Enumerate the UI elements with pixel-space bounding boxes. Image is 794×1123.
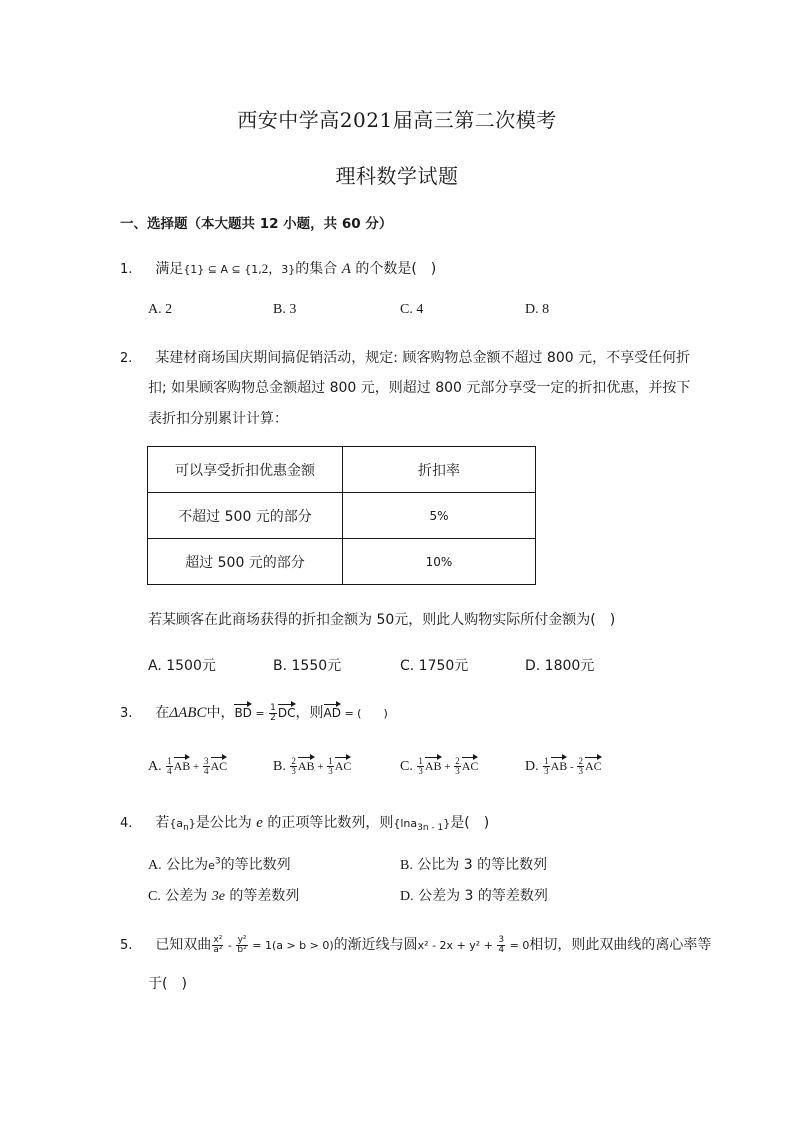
vector-ab: AB bbox=[174, 756, 191, 774]
question-number: 5. bbox=[120, 938, 133, 953]
vector-ab: AB bbox=[425, 756, 442, 774]
option-b[interactable]: B. 1550元 bbox=[273, 658, 342, 674]
vector-ac: AC bbox=[335, 756, 352, 774]
question-text-after-table: 若某顾客在此商场获得的折扣金额为 50元，则此人购物实际所付金额为( ) bbox=[148, 612, 616, 628]
hyperbola-equation-tail: = 1(a > b > 0) bbox=[248, 939, 334, 952]
table-cell: 5% bbox=[343, 493, 536, 539]
vector-dc: DC bbox=[278, 703, 296, 720]
question-number: 4. bbox=[120, 816, 133, 831]
question-number: 1. bbox=[120, 262, 133, 277]
question-number: 2. bbox=[120, 351, 133, 366]
vector-ab: AB bbox=[551, 756, 568, 774]
question-text-line-3: 表折扣分别累计计算： bbox=[148, 411, 288, 427]
option-d[interactable]: D. 1800元 bbox=[525, 658, 595, 674]
question-text-line-2: 扣; 如果顾客购物总金额超过 800 元，则超过 800 元部分享受一定的折扣优惠，并按下 bbox=[148, 380, 691, 396]
question-1: 1. 满足{1} ⊆ A ⊆ {1,2，3}的集合 A 的个数是( ) bbox=[120, 261, 437, 277]
option-d[interactable]: D. 公差为 3 的等差数列 bbox=[400, 888, 548, 904]
option-a[interactable]: A. 公比为$e^3$的等比数列 bbox=[148, 856, 291, 873]
fraction: $\frac{2}{3}$ bbox=[291, 756, 296, 777]
vector-ab: AB bbox=[298, 756, 315, 774]
fraction-half: $\frac{1}{2}$ bbox=[270, 702, 276, 723]
question-text-line-2: 于( ) bbox=[148, 976, 187, 992]
fraction-three-quarters: $\frac{3}{4}$ bbox=[498, 934, 505, 955]
question-text-line-1: 某建材商场国庆期间搞促销活动，规定: 顾客购物总金额不超过 800 元，不享受任何折 bbox=[155, 350, 691, 366]
fraction-x2-a2: $\frac{\text{x²}}{\text{a²}}$ bbox=[213, 934, 223, 955]
fraction: $\frac{1}{3}$ bbox=[418, 756, 423, 777]
vector-ad: AD bbox=[324, 703, 341, 720]
sequence-an: $\{a_n\}$ bbox=[169, 817, 196, 834]
question-number: 3. bbox=[120, 706, 133, 721]
section-heading: 一、选择题（本大题共 12 小题，共 60 分） bbox=[120, 216, 393, 232]
variable-a: A bbox=[341, 261, 351, 277]
fraction: $\frac{2}{3}$ bbox=[455, 756, 460, 777]
exam-subtitle: 理科数学试题 bbox=[335, 164, 459, 188]
option-a[interactable]: A. 2 bbox=[148, 302, 173, 317]
vector-ac: AC bbox=[585, 756, 602, 774]
fraction: $\frac{1}{4}$ bbox=[167, 756, 172, 777]
circle-equation: x² - 2x + y² + bbox=[417, 939, 497, 952]
option-d[interactable]: D. 8 bbox=[525, 302, 550, 317]
option-c[interactable]: C. 公差为 3e 的等差数列 bbox=[148, 888, 300, 904]
fraction: $\frac{3}{4}$ bbox=[204, 756, 209, 777]
option-c[interactable]: C. 4 bbox=[400, 302, 424, 317]
vector-ac: AC bbox=[462, 756, 479, 774]
question-text: 满足 bbox=[155, 261, 184, 277]
table-row bbox=[148, 539, 536, 585]
set-expression: {1} ⊆ A ⊆ {1, bbox=[183, 263, 262, 276]
constant-e: e bbox=[256, 815, 263, 831]
exam-title: 西安中学高2021届高三第二次模考 bbox=[237, 108, 557, 132]
option-b[interactable]: B. 公比为 3 的等比数列 bbox=[400, 857, 548, 873]
table-cell: 10% bbox=[343, 539, 536, 585]
triangle-abc: ΔABC bbox=[169, 705, 207, 721]
table-header: 可以享受折扣优惠金额 bbox=[148, 447, 343, 493]
option-c[interactable]: C. 1750元 bbox=[400, 658, 469, 674]
vector-ac: AC bbox=[211, 756, 228, 774]
fraction: $\frac{2}{3}$ bbox=[578, 756, 583, 777]
question-2 bbox=[120, 347, 690, 367]
question-4: 4. 若$\{a_n\}$是公比为 e 的正项等比数列，则{lna$_{3n - 1}$}是( ) bbox=[120, 815, 490, 834]
table-cell: 不超过 500 元的部分 bbox=[148, 493, 343, 539]
question-5: 5. 已知双曲 $\frac{\text{x²}}{\text{a²}}$ - $\frac{\text{y²}}{\text{b²}}$ = 1(a > b > 0)的渐近线与圆x² - 2x + y² + $\frac{3}{4}$ = 0相切，则此双曲线的离心率等 bbox=[120, 934, 712, 955]
table-cell: 超过 500 元的部分 bbox=[148, 539, 343, 585]
option-a[interactable]: A. $\frac{1}{4}$ AB + $\frac{3}{4}$ AC bbox=[148, 756, 228, 777]
option-a[interactable]: A. 1500元 bbox=[148, 658, 216, 674]
discount-table bbox=[147, 446, 536, 585]
table-row bbox=[148, 493, 536, 539]
table-header-row bbox=[148, 447, 536, 493]
option-b[interactable]: B. 3 bbox=[273, 302, 297, 317]
option-c[interactable]: C. $\frac{1}{3}$ AB + $\frac{2}{3}$ AC bbox=[400, 756, 479, 777]
option-d[interactable]: D. $\frac{1}{3}$ AB - $\frac{2}{3}$ AC bbox=[525, 756, 602, 777]
fraction: $\frac{1}{3}$ bbox=[544, 756, 549, 777]
table-header: 折扣率 bbox=[343, 447, 536, 493]
vector-bd: BD bbox=[234, 703, 251, 720]
fraction: $\frac{1}{3}$ bbox=[328, 756, 333, 777]
fraction-y2-b2: $\frac{\text{y²}}{\text{b²}}$ bbox=[237, 934, 247, 955]
question-3: 3. 在ΔABC中，BD = $\frac{1}{2}$ DC，则AD = ( ) bbox=[120, 702, 388, 723]
sequence-ln: {lna$_{3n - 1}$} bbox=[393, 817, 451, 834]
option-b[interactable]: B. $\frac{2}{3}$ AB + $\frac{1}{3}$ AC bbox=[273, 756, 352, 777]
